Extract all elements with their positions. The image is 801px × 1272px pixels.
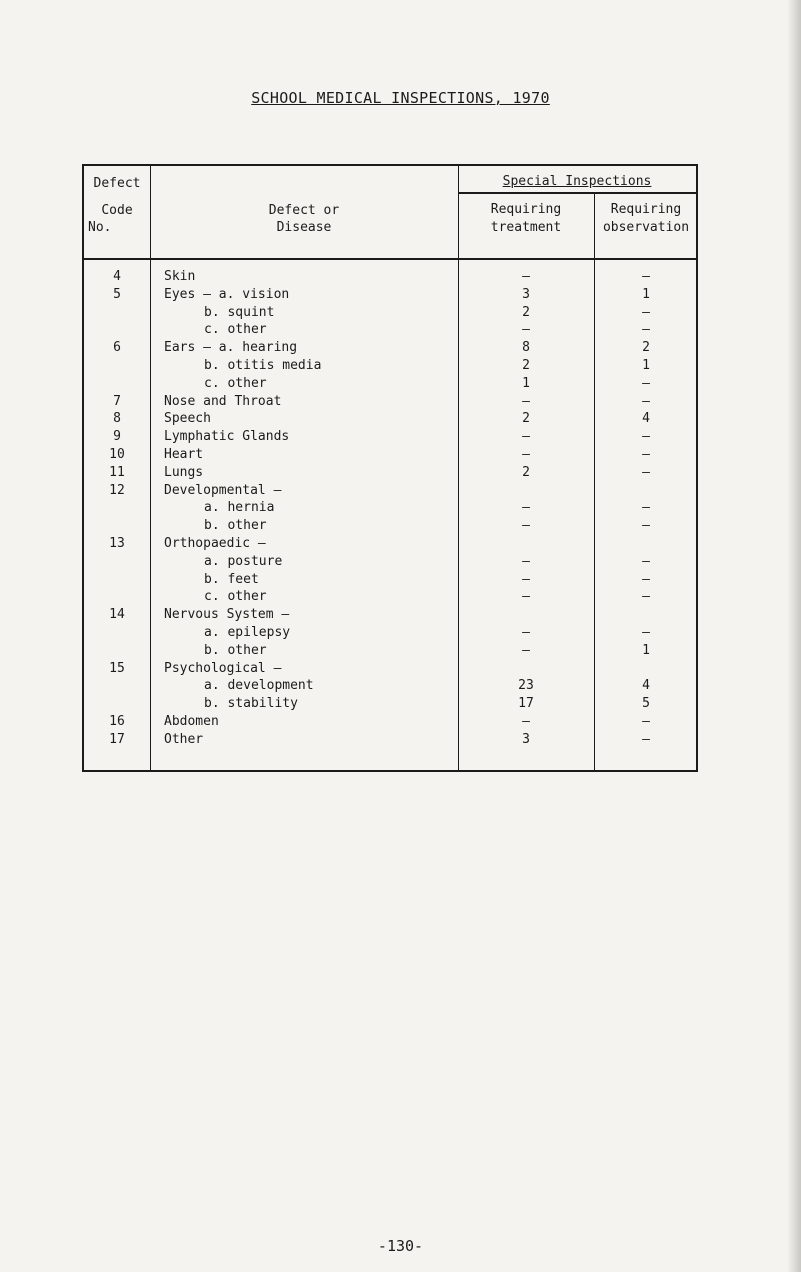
- requiring-observation-cell: –: [642, 571, 650, 587]
- defect-name-cell: Abdomen: [164, 714, 219, 729]
- table-row: [84, 517, 696, 534]
- defect-name-cell: c. other: [204, 589, 267, 605]
- defect-name-cell: Heart: [164, 447, 204, 462]
- defect-name-cell: b. stability: [204, 696, 298, 712]
- defect-name-cell: a. epilepsy: [204, 625, 291, 640]
- requiring-observation-cell: –: [642, 304, 650, 320]
- table-row: [84, 304, 696, 321]
- table-row: [84, 571, 696, 588]
- requiring-observation-cell: –: [642, 518, 650, 534]
- table-row: [84, 606, 696, 623]
- requiring-observation-cell: –: [642, 625, 650, 640]
- table-row: [84, 660, 696, 677]
- table-row: [84, 393, 696, 410]
- page-number: -130-: [377, 1237, 424, 1255]
- defect-code-cell: 16: [109, 714, 125, 729]
- requiring-observation-cell: –: [642, 731, 650, 747]
- defect-code-cell: 11: [109, 464, 125, 480]
- defect-code-cell: 13: [109, 536, 125, 551]
- table-row: [84, 535, 696, 552]
- table-row: [84, 588, 696, 605]
- requiring-observation-cell: –: [642, 375, 650, 391]
- defect-code-cell: 17: [109, 731, 125, 747]
- requiring-treatment-cell: 3: [522, 286, 530, 302]
- defect-name-cell: a. posture: [204, 553, 283, 569]
- requiring-treatment-cell: –: [522, 269, 530, 284]
- defect-name-cell: Developmental –: [164, 482, 282, 498]
- requiring-treatment-cell: –: [522, 714, 530, 729]
- defect-code-cell: 4: [113, 269, 121, 284]
- defect-code-cell: 12: [109, 482, 125, 498]
- requiring-treatment-cell: –: [522, 447, 530, 462]
- defect-name-cell: Orthopaedic –: [164, 536, 266, 551]
- requiring-observation-cell: 1: [642, 286, 650, 302]
- table-row: [84, 499, 696, 516]
- requiring-treatment-cell: –: [522, 642, 530, 658]
- table-row: [84, 428, 696, 445]
- requiring-treatment-cell: 2: [522, 304, 530, 320]
- table-row: [84, 410, 696, 427]
- defect-name-cell: c. other: [204, 322, 267, 338]
- requiring-treatment-cell: 17: [518, 696, 534, 712]
- requiring-treatment-cell: –: [522, 393, 530, 409]
- table-row: [84, 286, 696, 303]
- defect-name-cell: b. feet: [204, 571, 259, 587]
- header-code-line1: Defect: [93, 176, 141, 191]
- header-defect-line1: Defect or: [268, 203, 340, 218]
- requiring-observation-cell: –: [642, 322, 650, 338]
- defect-code-cell: 8: [113, 411, 121, 427]
- table-row: [84, 553, 696, 570]
- requiring-observation-cell: –: [642, 553, 650, 569]
- requiring-treatment-cell: 23: [518, 678, 534, 694]
- table-row: [84, 677, 696, 694]
- requiring-observation-cell: –: [642, 429, 650, 445]
- table-row: [84, 268, 696, 285]
- defect-code-cell: 6: [113, 340, 121, 356]
- requiring-treatment-cell: 3: [522, 731, 530, 747]
- inspections-table: [82, 164, 698, 772]
- requiring-observation-cell: 4: [642, 411, 650, 427]
- defect-code-cell: 7: [113, 393, 121, 409]
- requiring-observation-cell: –: [642, 714, 650, 729]
- table-row: [84, 642, 696, 659]
- table-row: [84, 482, 696, 499]
- requiring-treatment-cell: –: [522, 500, 530, 516]
- defect-name-cell: b. squint: [204, 304, 275, 320]
- header-treatment-line1: Requiring: [490, 202, 562, 217]
- table-row: [84, 624, 696, 641]
- defect-code-cell: 14: [109, 607, 125, 623]
- defect-name-cell: Skin: [164, 269, 196, 284]
- requiring-treatment-cell: 2: [522, 411, 530, 427]
- requiring-treatment-cell: –: [522, 571, 530, 587]
- header-observation-line2: observation: [602, 220, 690, 235]
- defect-name-cell: a. development: [204, 678, 314, 694]
- table-row: [84, 357, 696, 374]
- header-bottom-rule: [84, 258, 696, 260]
- defect-name-cell: Nervous System –: [164, 607, 290, 623]
- defect-code-cell: 9: [113, 429, 121, 445]
- requiring-observation-cell: 1: [642, 358, 650, 373]
- defect-name-cell: Other: [164, 731, 204, 747]
- defect-name-cell: Lymphatic Glands: [164, 429, 290, 445]
- requiring-treatment-cell: –: [522, 589, 530, 605]
- defect-name-cell: b. otitis media: [204, 358, 322, 373]
- defect-name-cell: c. other: [204, 375, 267, 391]
- table-row: [84, 695, 696, 712]
- defect-code-cell: 5: [113, 286, 121, 302]
- header-code-line2: Code: [101, 203, 133, 218]
- table-row: [84, 339, 696, 356]
- special-header-rule: [458, 192, 696, 194]
- requiring-observation-cell: –: [642, 447, 650, 462]
- defect-name-cell: Ears – a. hearing: [164, 340, 298, 356]
- header-observation-line1: Requiring: [610, 202, 682, 217]
- header-treatment-line2: treatment: [490, 220, 562, 235]
- header-special-inspections: Special Inspections: [502, 174, 652, 189]
- requiring-treatment-cell: –: [522, 429, 530, 445]
- requiring-observation-cell: 1: [642, 642, 650, 658]
- requiring-observation-cell: –: [642, 464, 650, 480]
- requiring-observation-cell: –: [642, 393, 650, 409]
- requiring-treatment-cell: –: [522, 518, 530, 534]
- defect-name-cell: Lungs: [164, 464, 204, 480]
- defect-code-cell: 15: [109, 660, 125, 676]
- requiring-treatment-cell: 8: [522, 340, 530, 356]
- requiring-treatment-cell: 2: [522, 358, 530, 373]
- defect-name-cell: a. hernia: [204, 500, 275, 516]
- defect-name-cell: Psychological –: [164, 660, 282, 676]
- defect-name-cell: b. other: [204, 642, 267, 658]
- requiring-treatment-cell: –: [522, 322, 530, 338]
- table-row: [84, 321, 696, 338]
- requiring-observation-cell: 4: [642, 678, 650, 694]
- requiring-observation-cell: –: [642, 269, 650, 284]
- requiring-observation-cell: –: [642, 500, 650, 516]
- defect-name-cell: Speech: [164, 411, 211, 427]
- requiring-observation-cell: 5: [642, 696, 650, 712]
- header-code-line3: No.: [88, 220, 112, 235]
- requiring-treatment-cell: 1: [522, 375, 530, 391]
- defect-name-cell: Eyes – a. vision: [164, 286, 290, 302]
- table-row: [84, 375, 696, 392]
- requiring-treatment-cell: 2: [522, 464, 530, 480]
- requiring-observation-cell: –: [642, 589, 650, 605]
- table-row: [84, 464, 696, 481]
- requiring-observation-cell: 2: [642, 340, 650, 356]
- header-defect-line2: Disease: [276, 220, 332, 235]
- requiring-treatment-cell: –: [522, 625, 530, 640]
- table-row: [84, 713, 696, 730]
- requiring-treatment-cell: –: [522, 553, 530, 569]
- defect-code-cell: 10: [109, 447, 125, 462]
- defect-name-cell: b. other: [204, 518, 267, 534]
- table-row: [84, 446, 696, 463]
- page-edge-shadow: [787, 0, 801, 1272]
- defect-name-cell: Nose and Throat: [164, 393, 282, 409]
- table-row: [84, 731, 696, 748]
- page-title: SCHOOL MEDICAL INSPECTIONS, 1970: [251, 89, 550, 107]
